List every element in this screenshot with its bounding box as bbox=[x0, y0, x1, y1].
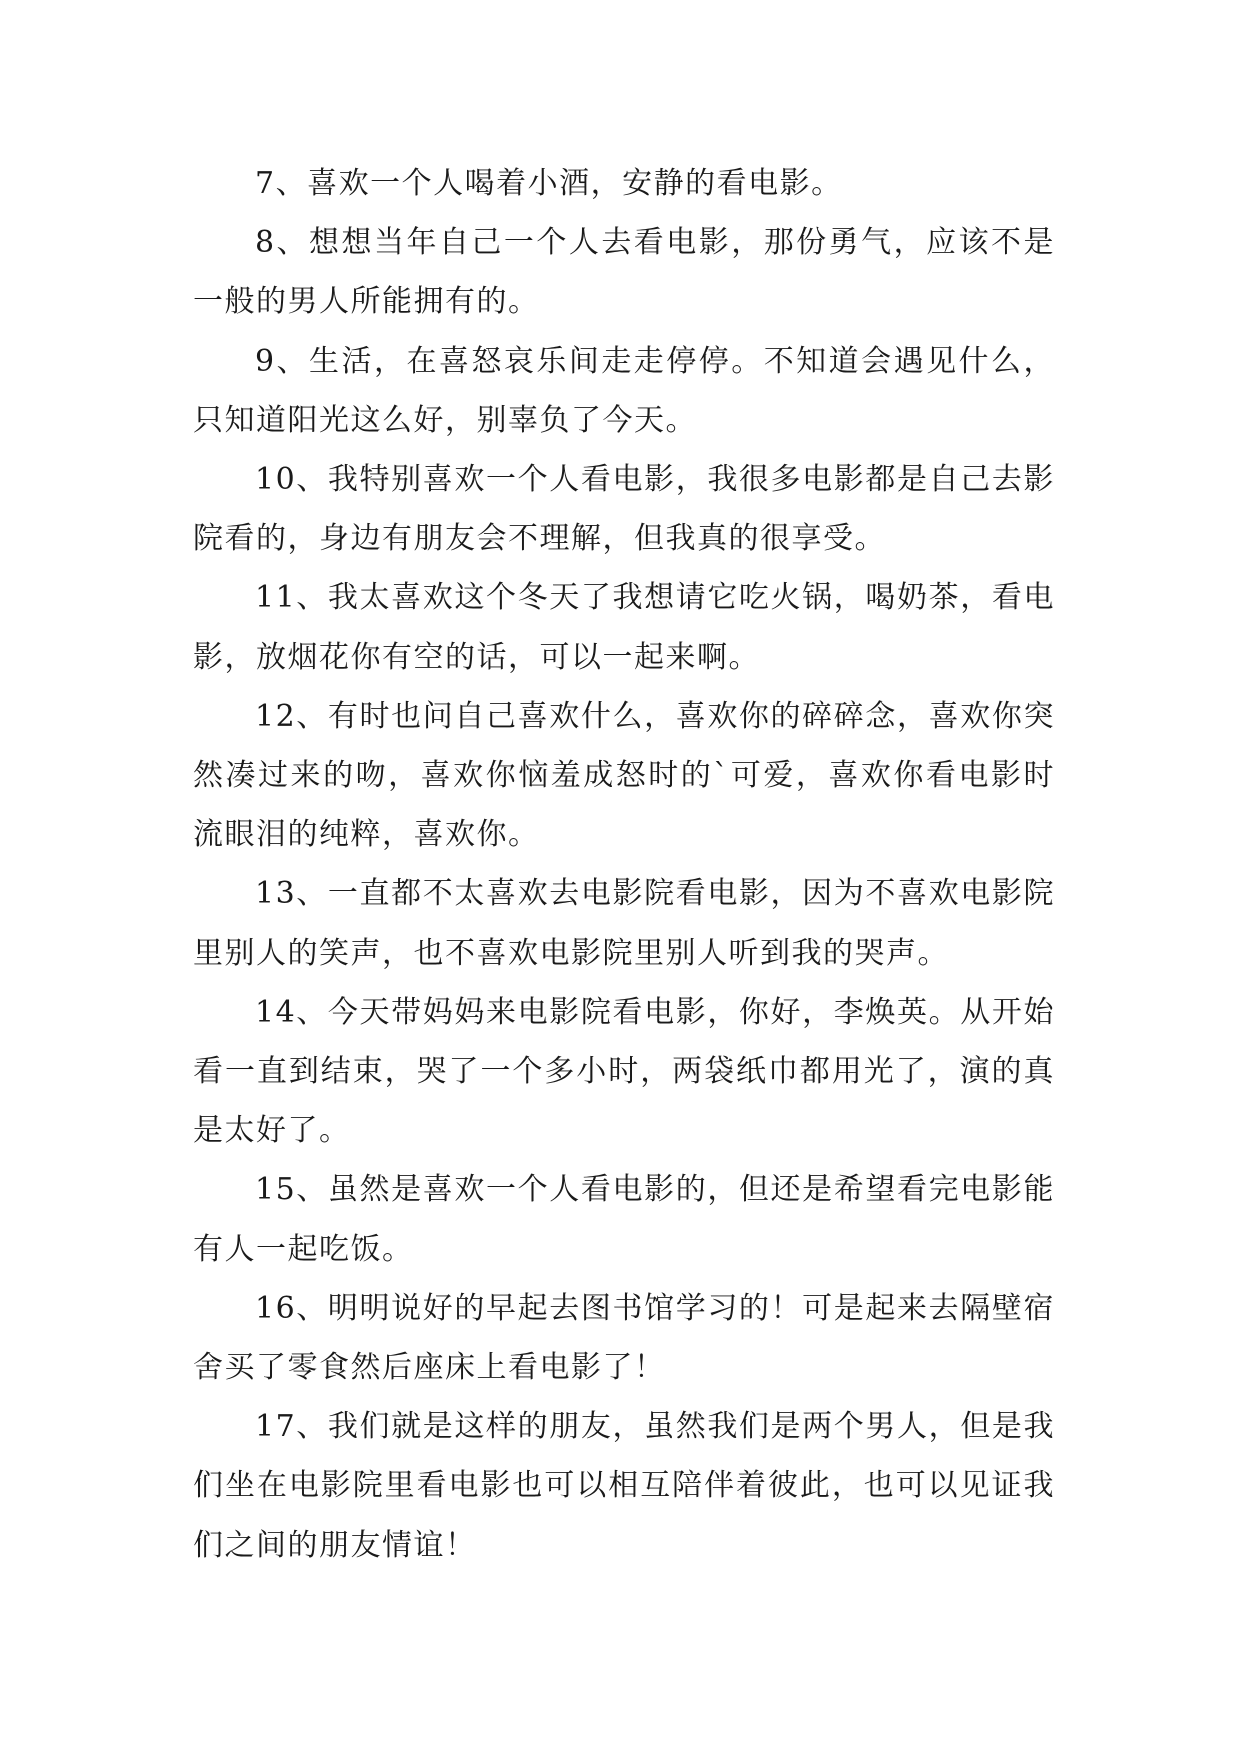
paragraph-9: 9、生活，在喜怒哀乐间走走停停。不知道会遇见什么，只知道阳光这么好，别辜负了今天。 bbox=[193, 343, 1055, 438]
paragraph-12: 12、有时也问自己喜欢什么，喜欢你的碎碎念，喜欢你突然凑过来的吻，喜欢你恼羞成怒时的`可爱，喜欢你看电影时流眼泪的纯粹，喜欢你。 bbox=[193, 698, 1055, 853]
paragraph-15: 15、虽然是喜欢一个人看电影的，但还是希望看完电影能有人一起吃饭。 bbox=[193, 1172, 1055, 1267]
paragraph-7: 7、喜欢一个人喝着小酒，安静的看电影。 bbox=[255, 166, 843, 201]
document-body bbox=[193, 154, 1055, 1575]
paragraph-8: 8、想想当年自己一个人去看电影，那份勇气，应该不是一般的男人所能拥有的。 bbox=[193, 225, 1055, 320]
paragraph-14: 14、今天带妈妈来电影院看电影，你好，李焕英。从开始看一直到结束，哭了一个多小时，两袋纸巾都用光了，演的真是太好了。 bbox=[193, 994, 1055, 1149]
paragraph-11: 11、我太喜欢这个冬天了我想请它吃火锅，喝奶茶，看电影，放烟花你有空的话，可以一起来啊。 bbox=[193, 580, 1055, 675]
paragraph-16: 16、明明说好的早起去图书馆学习的！可是起来去隔壁宿舍买了零食然后座床上看电影了！ bbox=[193, 1290, 1055, 1386]
paragraph-13: 13、一直都不太喜欢去电影院看电影，因为不喜欢电影院里别人的笑声，也不喜欢电影院里别人听到我的哭声。 bbox=[193, 876, 1055, 971]
paragraph-10: 10、我特别喜欢一个人看电影，我很多电影都是自己去影院看的，身边有朋友会不理解，但我真的很享受。 bbox=[193, 462, 1055, 557]
paragraph-17: 17、我们就是这样的朋友，虽然我们是两个男人，但是我们坐在电影院里看电影也可以相互陪伴着彼此，也可以见证我们之间的朋友情谊！ bbox=[193, 1409, 1055, 1563]
